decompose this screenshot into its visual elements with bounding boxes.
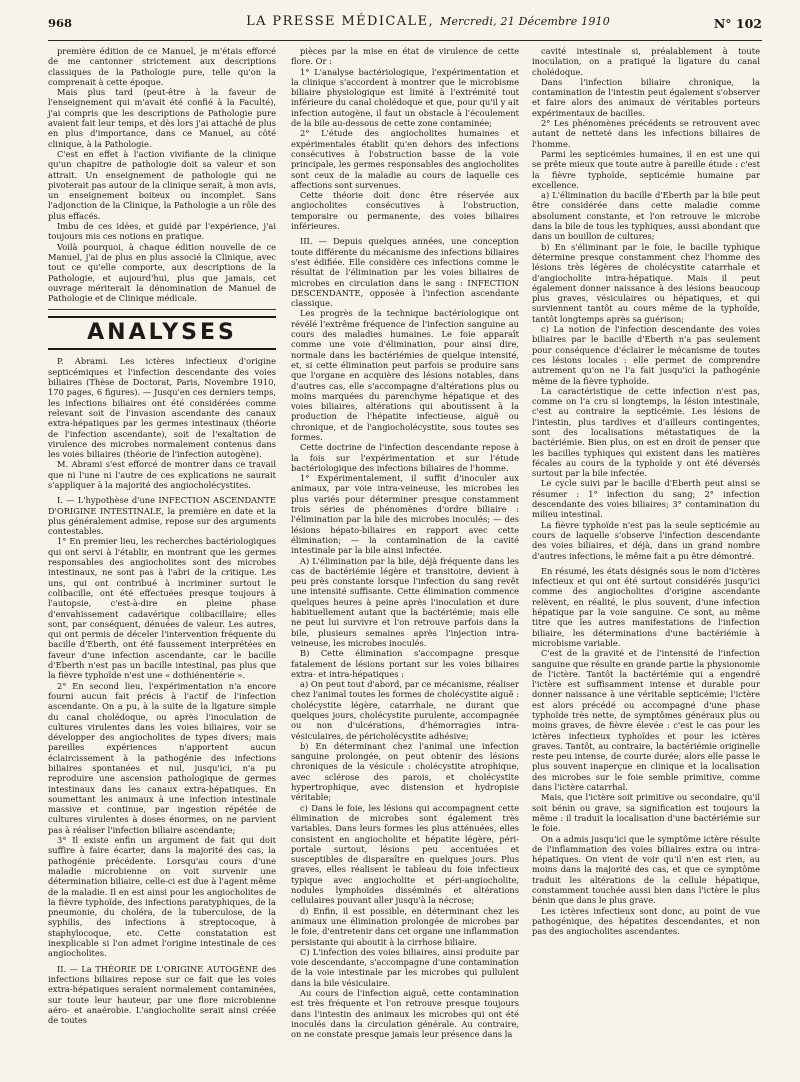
paragraph: Au cours de l'infection aiguë, cette contamination est très fréquente et l'on retrouve presque toujours dans l'intestin des animaux les microbes qui ont été inoculés dans la circulation générale. Au contraire, on ne constate presque jamais leur présence dans la [291,988,519,1040]
issue-date: Mercredi, 21 Décembre 1910 [440,15,610,28]
section-divider [48,309,276,310]
paragraph: 1° Expérimentalement, il suffit d'inoculer aux animaux, par voie intra-veineuse, les microbes les plus variés pour déterminer presque constamment trois séries de phénomènes d'ordre biliaire : l'élimination par la bile des microbes inoculés; — des lésions hépato-biliaires en rapport avec cette élimination; — la contamination de la cavité intestinale par la bile ainsi infectée. [291,473,519,556]
paragraph: La fièvre typhoïde n'est pas la seule septicémie au cours de laquelle s'observe l'infection descendante des voies biliaires, et déjà, dans un grand nombre d'autres infections, le même fait a pu être démontré. [532,519,760,561]
issue-number: N° 102 [713,16,762,31]
paragraph: II. — La THÉORIE DE L'ORIGINE AUTOGÈNE des infections biliaires repose sur ce fait que les voies extra-hépatiques seraient normalement contaminées, sur toute leur hauteur, par une flore microbienne aéro- et anaérobie. L'angiocholite serait ainsi créée de toutes [48,963,276,1026]
paragraph: I. — L'hypothèse d'une INFECTION ASCENDANTE D'ORIGINE INTESTINALE, la première en date et la plus généralement admise, repose sur des arguments contestables. [48,495,276,537]
paragraph: c) La notion de l'infection descendante des voies biliaires par le bacille d'Eberth n'a pas seulement pour conséquence d'éclairer le mécanisme de toutes ces lésions locales : elle permet de comprendre autrement qu'on ne l'a fait jusqu'ici la pathogénie même de la fièvre typhoïde. [532,324,760,386]
paragraph: C) L'infection des voies biliaires, ainsi produite par voie descendante, s'accompagne d'une contamination de la voie intestinale par les microbes qui pullulent dans la bile vésiculaire. [291,946,519,988]
paragraph: Les ictères infectieux sont donc, au point de vue pathogénique, des hépatites descendantes, et non pas des angiocholites ascendantes. [532,905,760,937]
paragraph: La caractéristique de cette infection n'est pas, comme on l'a cru si longtemps, la lésion intestinale, c'est au contraire la septicémie. Les lésions de l'intestin, plus tardives et d'ailleurs contingentes, sont des localisations métastatiques de la bactériémie. Bien plus, on est en droit de penser que les bacilles typhiques qui existent dans les matières fécales au cours de la typhoïde y ont été déversés surtout par la bile infectée. [532,385,760,479]
paragraph: Le cycle suivi par le bacille d'Eberth peut ainsi se résumer : 1° infection du sang; 2° infection descendante des voies biliaires; 3° contamination du milieu intestinal. [532,478,760,520]
paragraph: P. Abrami. Les ictères infectieux d'origine septicémiques et l'infection descendante des voies biliaires (Thèse de Doctorat, Paris, Novembre 1910, 170 pages, 6 figures). — Jusqu'en ces derniers temps, les infections biliaires ont été considérées comme relevant soit de l'invasion ascendante des canaux extra-hépatiques par les germes intestinaux (théorie de l'infection ascendante), soit de l'exaltation de virulence des microbes normalement contenus dans les voies biliaires (théorie de l'infection autogène). [48,356,276,460]
paragraph: a) On peut tout d'abord, par ce mécanisme, réaliser chez l'animal toutes les formes de cholécystite aiguë : cholécystite légère, catarrhale, ne durant que quelques jours, cholécystite purulente, accompagnée ou non d'ulcérations, d'hémorragies intra-vésiculaires, de péricholécystite adhésive; [291,679,519,741]
paragraph: c) Dans le foie, les lésions qui accompagnent cette élimination de microbes sont également très variables. Dans leurs formes les plus atténuées, elles consistent en angiocholite et hépatite légère, péri-portale surtout, lésions peu accentuées et susceptibles de disparaître en quelques jours. Plus graves, elles réalisent le tableau du foie infectieux typique avec angiocholite et péri-angiocholite, nodules lymphoïdes disséminés et altérations cellulaires pouvant aller jusqu'à la nécrose; [291,802,519,906]
paragraph: Voilà pourquoi, à chaque édition nouvelle de ce Manuel, j'ai de plus en plus associé la Clinique, avec tout ce qu'elle comporte, aux descriptions de la Pathologie, et aujourd'hui, plus que jamais, cet ouvrage mériterait la dénomination de Manuel de Pathologie et de Clinique médicale. [48,241,276,304]
paragraph: B) Cette élimination s'accompagne presque fatalement de lésions portant sur les voies biliaires extra- et intra-hépatiques : [291,648,519,679]
header-rule [48,40,762,41]
paragraph: pièces par la mise en état de virulence de cette flore. Or : [291,46,519,67]
paragraph: Imbu de ces idées, et guidé par l'expérience, j'ai toujours mis ces notions en pratique. [48,221,276,242]
column-3 [532,46,760,937]
paragraph: 3° Il existe enfin un argument de fait qui doit suffire à faire écarter, dans la majorité des cas, la pathogénie précédente. Lorsqu'au cours d'une maladie microbienne on voit survenir une détermination biliaire, celle-ci est due à l'agent même de la maladie. Il en est ainsi pour les angiocholites de la fièvre typhoïde, des infections paratyphiques, de la pneumonie, du choléra, de la tuberculose, de la syphilis, des infections à streptocoque, à staphylocoque, etc. Cette constatation est inexplicable si l'on admet l'origine intestinale de ces angiocholites. [48,835,276,959]
paragraph: b) En déterminant chez l'animal une infection sanguine prolongée, on peut obtenir des lésions chroniques de la vésicule : cholécystite atrophique, avec sclérose des parois, et cholécystite hypertrophique, avec distension et hydropisie véritable; [291,740,519,803]
paragraph: b) En s'éliminant par le foie, le bacille typhique détermine presque constamment chez l'homme des lésions très légères de cholécystite catarrhale et d'angiocholite intra-hépatique. Mais il peut également donner naissance à des lésions beaucoup plus graves, vésiculaires ou hépatiques, et qui surviennent tantôt au cours même de la typhoïde, tantôt longtemps après sa guérison; [532,241,760,324]
paragraph: 2° Les phénomènes précédents se retrouvent avec autant de netteté dans les infections biliaires de l'homme. [532,118,760,149]
section-heading: ANALYSES [48,316,276,350]
paragraph: Mais, que l'ictère soit primitive ou secondaire, qu'il soit bénin ou grave, sa signification est toujours la même : il traduit la localisation d'une bactériémie sur le foie. [532,792,760,834]
paragraph: Dans l'infection biliaire chronique, la contamination de l'intestin peut également s'observer et faire alors des animaux de véritables porteurs expérimentaux de bacilles. [532,76,760,118]
paragraph: C'est en effet à l'action vivifiante de la clinique qu'un chapitre de pathologie doit sa valeur et son attrait. Un enseignement de pathologie qui ne pivoterait pas autour de la clinique serait, à mon avis, un enseignement boiteux ou incomplet. Sans l'adjonction de la Clinique, la Pathologie a un rôle des plus effacés. [48,148,276,221]
column-2 [291,46,519,1040]
paragraph: Mais plus tard (peut-être à la faveur de l'enseignement qui m'avait été confié à la Faculté), j'ai compris que les descriptions de Pathologie pure avaient fait leur temps, et dès lors j'ai attaché de plus en plus d'importance, dans ce Manuel, au côté clinique, à la Pathologie. [48,87,276,149]
paragraph: En résumé, les états désignés sous le nom d'ictères infectieux et qui ont été surtout considérés jusqu'ici comme des angiocholites d'origine ascendante relèvent, en réalité, le plus souvent, d'une infection hépatique par la voie sanguine. Ce sont, au même titre que les autres manifestations de l'infection biliaire, les déterminations d'une bactériémie à microbisme variable. [532,565,760,648]
paragraph: 1° L'analyse bactériologique, l'expérimentation et la clinique s'accordent à montrer que le microbisme biliaire physiologique est limité à l'extrémité tout inférieure du canal cholédoque et que, pour qu'il y ait infection autogène, il faut un obstacle à l'écoulement de la bile au-dessous de cette zone contaminée; [291,66,519,129]
paragraph: A) L'élimination par la bile, déjà fréquente dans les cas de bactériémie légère et transitoire, devient à peu près constante lorsque l'infection du sang revêt une intensité suffisante. Cette élimination commence quelques heures à peine après l'inoculation et dure habituellement autant que la bactériémie; mais elle ne peut lui survivre et l'on retrouve parfois dans la bile, plusieurs semaines après l'injection intra-veineuse, les microbes inoculés. [291,555,519,648]
page-header [48,14,762,36]
column-1 [48,46,276,1025]
paragraph: Cette théorie doit donc être réservée aux angiocholites consécutives à l'obstruction, temporaire ou permanente, des voies biliaires inférieures. [291,190,519,232]
paragraph: a) L'élimination du bacille d'Eberth par la bile peut être considérée dans cette maladie comme absolument constante, et l'on retrouve le microbe dans la bile de tous les typhiques, aussi abondant que dans un bouillon de cultures; [532,190,760,242]
paragraph: Les progrès de la technique bactériologique ont révélé l'extrême fréquence de l'infection sanguine au cours des maladies humaines. Le foie apparaît comme une voie d'élimination, pour ainsi dire, normale dans les bactériémies de quelque intensité, et, si cette élimination peut parfois se produire sans que l'organe en acquière des lésions notables, dans d'autres cas, elle s'accompagne d'altérations plus ou moins marquées du parenchyme hépatique et des voies biliaires, altérations qui aboutissent à la production de l'hépatite infectieuse, aiguë ou chronique, et de l'angiocholécystite, sous toutes ses formes. [291,308,519,442]
paragraph: Cette doctrine de l'infection descendante repose à la fois sur l'expérimentation et sur l'étude bactériologique des infections biliaires de l'homme. [291,442,519,473]
paragraph: On a admis jusqu'ici que le symptôme ictère résulte de l'inflammation des voies biliaires extra ou intra-hépatiques. On vient de voir qu'il n'en est rien, au moins dans la majorité des cas, et que ce symptôme traduit les altérations de la cellule hépatique, constamment touchée aussi bien dans l'ictère le plus bénin que dans le plus grave. [532,833,760,906]
paragraph: M. Abrami s'est efforcé de montrer dans ce travail que ni l'une ni l'autre de ces explications ne saurait s'appliquer à la majorité des angiocholécystites. [48,459,276,490]
paragraph: 1° En premier lieu, les recherches bactériologiques qui ont servi à l'établir, en montrant que les germes responsables des angiocholites sont des microbes intestinaux, ne sont pas à l'abri de la critique. Les uns, qui ont contribué à incriminer surtout le colibacille, ont été effectuées presque toujours à l'autopsie, c'est-à-dire en pleine phase d'envahissement cadavérique colibacillaire; elles sont, par conséquent, dénuées de valeur. Les autres, qui ont permis de déceler l'intervention fréquente du bacille d'Eberth, ont été faussement interprétées en faveur d'une infection ascendante, car le bacille d'Eberth n'est pas un bacille intestinal, pas plus que la fièvre typhoïde n'est une « dothiénentérie ». [48,536,276,681]
paragraph: 2° L'étude des angiocholites humaines et expérimentales établit qu'en dehors des infections consécutives à l'obstruction basse de la voie principale, les germes responsables des angiocholites sont ceux de la maladie au cours de laquelle ces affections sont survenues. [291,128,519,190]
paragraph: 2° En second lieu, l'expérimentation n'a encore fourni aucun fait précis à l'actif de l'infection ascendante. On a pu, à la suite de la ligature simple du canal cholédoque, ou après l'inoculation de cultures virulentes dans les voies biliaires, voir se développer des angiocholites de types divers; mais pareilles expériences n'apportent aucun éclaircissement à la pathogénie des infections biliaires spontanées et nul, jusqu'ici, n'a pu reproduire une ascension pathologique de germes intestinaux dans les canaux extra-hépatiques. En soumettant les animaux à une infection intestinale massive et continue, par ingestion répétée de cultures virulentes à doses énormes, on ne parvient pas à réaliser l'infection biliaire ascendante; [48,680,276,835]
paragraph: première édition de ce Manuel, je m'étais efforcé de me cantonner strictement aux descriptions classiques de la Pathologie pure, telle qu'on la comprenait à cette époque. [48,46,276,87]
paragraph: cavité intestinale si, préalablement à toute inoculation, on a pratiqué la ligature du canal cholédoque. [532,46,760,77]
journal-title: LA PRESSE MÉDICALE, [246,14,434,29]
paragraph: d) Enfin, il est possible, en déterminant chez les animaux une élimination prolongée de microbes par le foie, d'entretenir dans cet organe une inflammation persistante qui aboutit à la cirrhose biliaire. [291,905,519,947]
running-head [228,14,628,29]
paragraph: III. — Depuis quelques années, une conception toute différente du mécanisme des infections biliaires s'est édifiée. Elle considère ces infections comme le résultat de l'élimination par les voies biliaires de microbes en circulation dans le sang : INFECTION DESCENDANTE, opposée à l'infection ascendante classique. [291,236,519,309]
paragraph: C'est de la gravité et de l'intensité de l'infection sanguine que résulte en grande partie la physionomie de l'ictère. Tantôt la bactériémie qui a engendré l'ictère est suffisamment intense et durable pour donner naissance à une véritable septicémie; l'ictère est alors précédé ou accompagné d'une phase typhoïde très nette, de symptômes généraux plus ou moins graves, de fièvre élevée : c'est le cas pour les ictères infectieux typhoïdes et pour les ictères graves. Tantôt, au contraire, la bactériémie originelle reste peu intense, de courte durée; alors elle passe le plus souvent inaperçue en clinique et la localisation des microbes sur le foie semble primitive, comme dans l'ictère catarrhal. [532,648,760,793]
paragraph: Parmi les septicémies humaines, il en est une qui se prête mieux que toute autre à pareille étude : c'est la fièvre typhoïde, septicémie humaine par excellence. [532,148,760,190]
page-number: 968 [48,16,73,30]
